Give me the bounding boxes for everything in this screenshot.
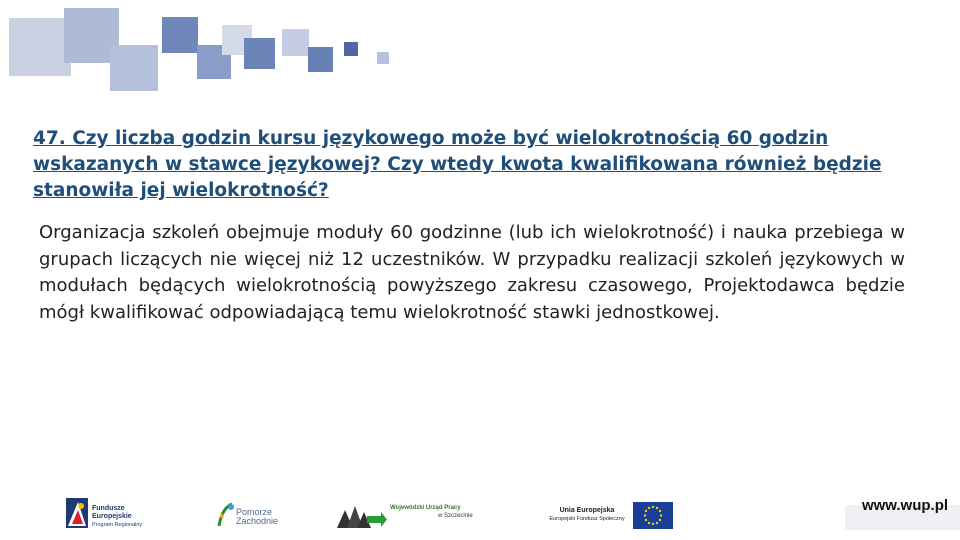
decor-square bbox=[282, 29, 309, 56]
eu-flag-icon bbox=[633, 502, 673, 529]
wup-label bbox=[390, 504, 473, 520]
fe-label bbox=[92, 505, 142, 529]
decor-square bbox=[308, 47, 333, 72]
wup-line1: Wojewódzki Urząd Pracy bbox=[390, 505, 461, 511]
decor-square bbox=[9, 18, 71, 76]
decor-square bbox=[244, 38, 275, 69]
answer-text: Organizacja szkoleń obejmuje moduły 60 godzinne (lub ich wielokrotność) i nauka przebiega w grupach liczących nie więcej niż 12 uczestników. W przypadku realizacji szkoleń językowych w modułach będących wielokrotnością powyższego zakresu czasowego, Projektodawca będzie mógł kwalifikować odpowiadającą temu wielokrotność stawki jednostkowej. bbox=[39, 222, 905, 323]
pz-line2: Zachodnie bbox=[236, 516, 279, 526]
pz-label bbox=[236, 508, 278, 526]
wup-emblem-icon bbox=[337, 500, 387, 530]
website-link[interactable]: www.wup.pl bbox=[861, 497, 949, 514]
wup-line2: w Szczecinie bbox=[438, 513, 473, 519]
pz-line1: Pomorze bbox=[236, 507, 273, 517]
fe-line3: Program Regionalny bbox=[92, 522, 143, 528]
fe-line2: Europejskie bbox=[92, 513, 132, 520]
ue-line2: Europejski Fundusz Społeczny bbox=[549, 516, 625, 522]
decor-square bbox=[162, 17, 198, 53]
footer-logos bbox=[0, 490, 960, 540]
decor-square bbox=[344, 42, 358, 56]
ue-label bbox=[545, 507, 629, 523]
question-title: 47. Czy liczba godzin kursu językowego może być wielokrotnością 60 godzin wskazanych w stawce językowej? Czy wtedy kwota kwalifikowana również będzie stanowiła jej wielokrotność? bbox=[33, 128, 882, 201]
decor-square bbox=[110, 45, 158, 91]
fe-line1: Fundusze bbox=[92, 505, 125, 512]
ue-line1: Unia Europejska bbox=[559, 507, 615, 514]
decor-square bbox=[377, 52, 389, 64]
pz-emblem-icon bbox=[216, 502, 236, 528]
fe-emblem-icon bbox=[66, 498, 88, 528]
